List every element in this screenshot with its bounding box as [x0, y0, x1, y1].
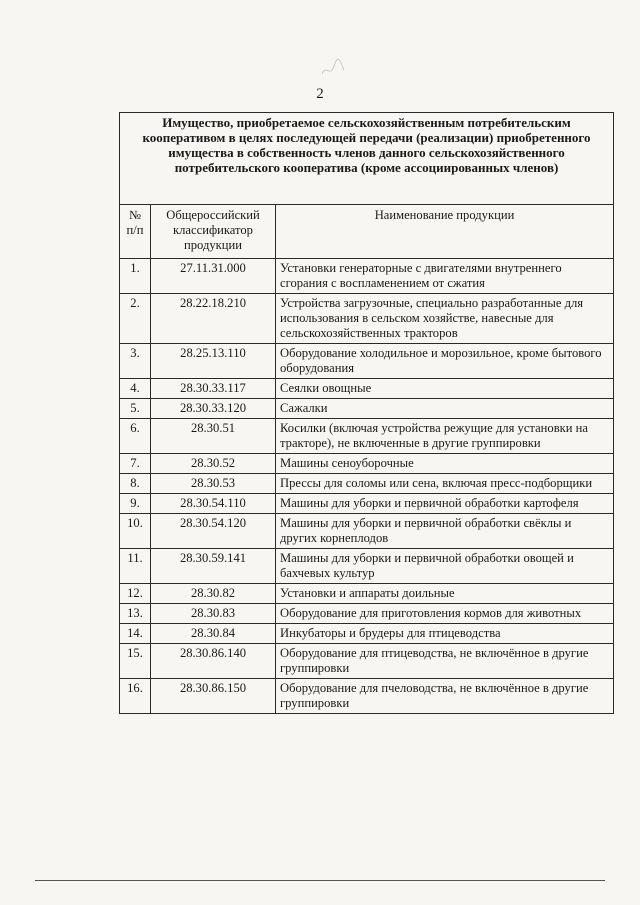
table-row [120, 399, 614, 419]
page-number: 2 [316, 86, 324, 102]
table-row [120, 584, 614, 604]
row-classifier-code: 28.30.54.120 [151, 514, 276, 549]
column-header-classifier: Общероссийский классификатор продукции [151, 205, 276, 259]
row-number: 5. [120, 399, 151, 419]
column-header-number: № п/п [120, 205, 151, 259]
row-product-name: Оборудование для пчеловодства, не включённое в другие группировки [276, 679, 614, 714]
row-classifier-code: 28.30.52 [151, 454, 276, 474]
table-row [120, 294, 614, 344]
table-row [120, 679, 614, 714]
page-bottom-line [35, 880, 605, 881]
row-number: 15. [120, 644, 151, 679]
handwritten-mark [318, 52, 348, 82]
row-classifier-code: 28.22.18.210 [151, 294, 276, 344]
table-row [120, 379, 614, 399]
row-number: 3. [120, 344, 151, 379]
row-product-name: Косилки (включая устройства режущие для установки на тракторе), не включенные в другие группировки [276, 419, 614, 454]
table-row [120, 419, 614, 454]
row-classifier-code: 28.30.33.120 [151, 399, 276, 419]
row-classifier-code: 28.30.86.150 [151, 679, 276, 714]
row-number: 6. [120, 419, 151, 454]
row-number: 16. [120, 679, 151, 714]
table-row [120, 494, 614, 514]
row-classifier-code: 28.30.84 [151, 624, 276, 644]
row-product-name: Инкубаторы и брудеры для птицеводства [276, 624, 614, 644]
column-headers [120, 205, 614, 259]
table-row [120, 624, 614, 644]
row-number: 8. [120, 474, 151, 494]
row-product-name: Оборудование для птицеводства, не включённое в другие группировки [276, 644, 614, 679]
row-product-name: Сеялки овощные [276, 379, 614, 399]
row-number: 4. [120, 379, 151, 399]
row-classifier-code: 28.25.13.110 [151, 344, 276, 379]
table-heading: Имущество, приобретаемое сельскохозяйственным потребительским кооперативом в целях последующей передачи (реализации) приобретенного имущества в собственность членов данного сельскохозяйственного потребительского кооператива (кроме ассоциированных членов) [120, 113, 614, 205]
table-row [120, 604, 614, 624]
products-table [119, 112, 614, 714]
table-row [120, 514, 614, 549]
row-number: 13. [120, 604, 151, 624]
row-product-name: Установки и аппараты доильные [276, 584, 614, 604]
row-classifier-code: 28.30.53 [151, 474, 276, 494]
table-row [120, 644, 614, 679]
row-product-name: Машины сеноуборочные [276, 454, 614, 474]
row-product-name: Сажалки [276, 399, 614, 419]
row-number: 2. [120, 294, 151, 344]
row-product-name: Машины для уборки и первичной обработки овощей и бахчевых культур [276, 549, 614, 584]
table-row [120, 344, 614, 379]
row-classifier-code: 28.30.83 [151, 604, 276, 624]
row-product-name: Установки генераторные с двигателями внутреннего сгорания с воспламенением от сжатия [276, 259, 614, 294]
row-number: 7. [120, 454, 151, 474]
row-classifier-code: 28.30.59.141 [151, 549, 276, 584]
row-number: 14. [120, 624, 151, 644]
row-number: 9. [120, 494, 151, 514]
row-product-name: Прессы для соломы или сена, включая пресс-подборщики [276, 474, 614, 494]
table-row [120, 549, 614, 584]
row-classifier-code: 27.11.31.000 [151, 259, 276, 294]
row-classifier-code: 28.30.33.117 [151, 379, 276, 399]
row-classifier-code: 28.30.82 [151, 584, 276, 604]
row-classifier-code: 28.30.86.140 [151, 644, 276, 679]
table-row [120, 454, 614, 474]
column-header-product-name: Наименование продукции [276, 205, 614, 259]
row-number: 1. [120, 259, 151, 294]
row-product-name: Устройства загрузочные, специально разработанные для использования в сельском хозяйстве, навесные для сельскохозяйственных тракторов [276, 294, 614, 344]
table-row [120, 474, 614, 494]
row-product-name: Оборудование холодильное и морозильное, кроме бытового оборудования [276, 344, 614, 379]
row-number: 10. [120, 514, 151, 549]
row-number: 11. [120, 549, 151, 584]
row-product-name: Машины для уборки и первичной обработки свёклы и других корнеплодов [276, 514, 614, 549]
table-row [120, 259, 614, 294]
row-product-name: Оборудование для приготовления кормов для животных [276, 604, 614, 624]
row-number: 12. [120, 584, 151, 604]
row-classifier-code: 28.30.51 [151, 419, 276, 454]
row-product-name: Машины для уборки и первичной обработки картофеля [276, 494, 614, 514]
row-classifier-code: 28.30.54.110 [151, 494, 276, 514]
